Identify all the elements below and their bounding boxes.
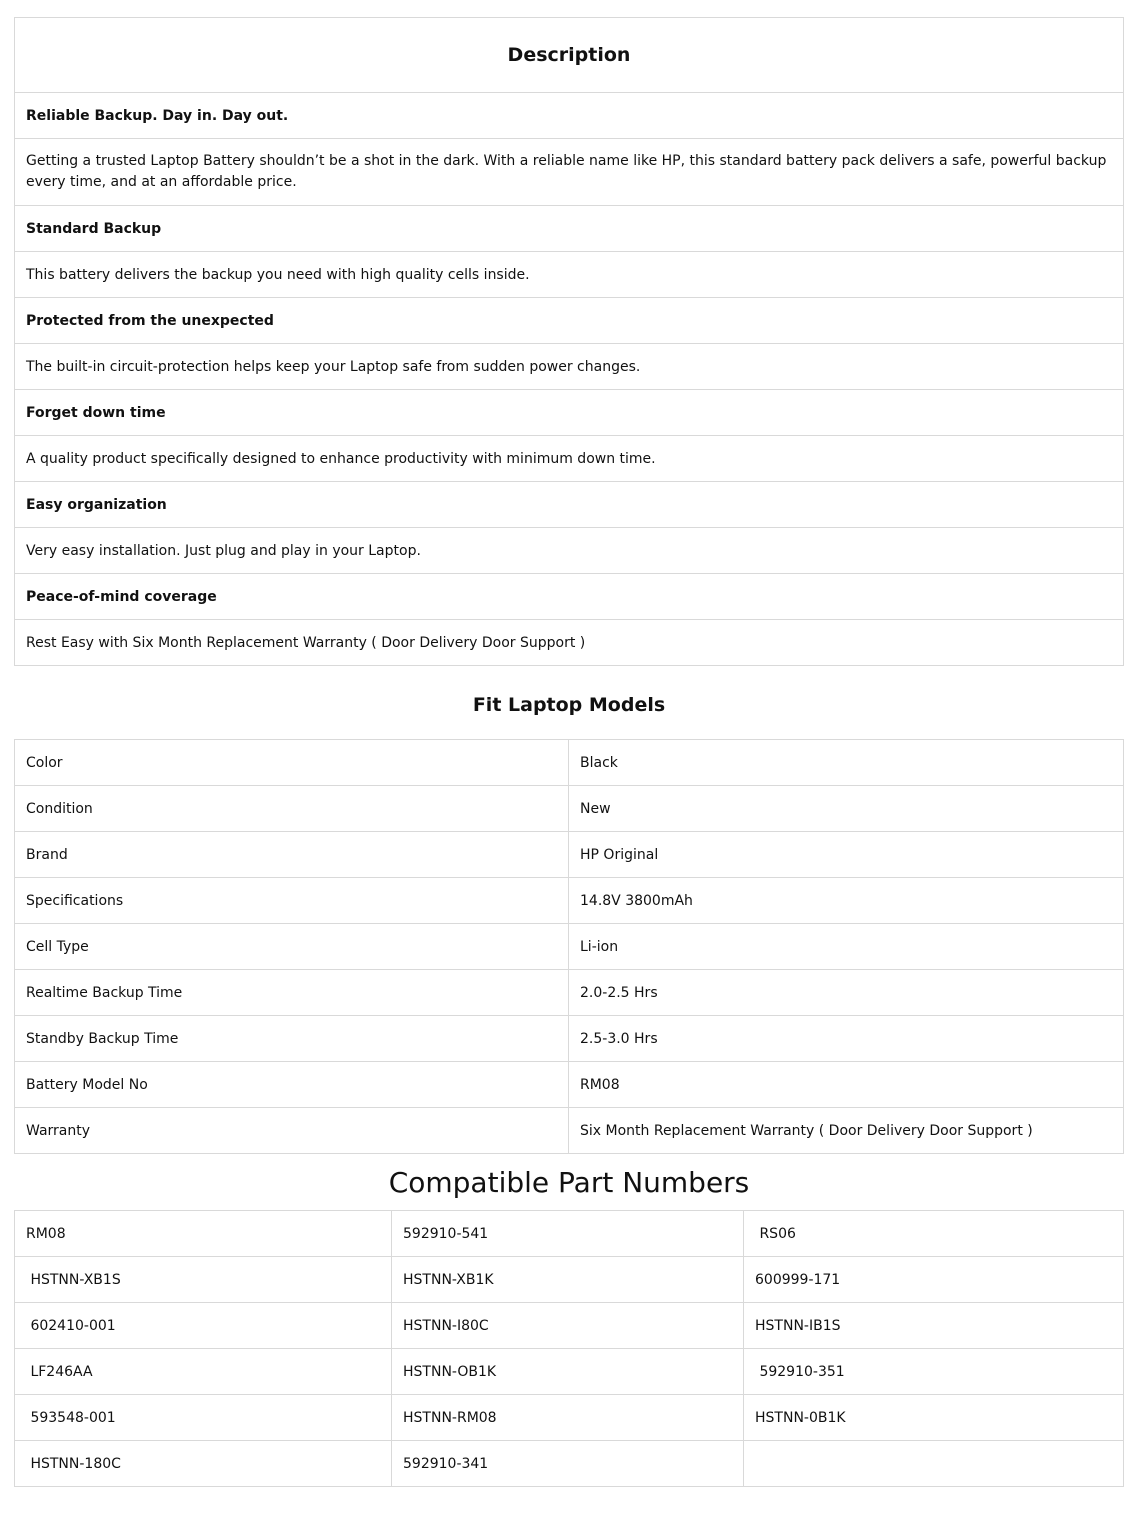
part-numbers-row	[15, 1303, 1124, 1349]
description-heading: Standard Backup	[15, 206, 1124, 252]
spec-value: RM08	[569, 1062, 1124, 1108]
part-number-cell: HSTNN-0B1K	[744, 1395, 1124, 1441]
part-number-cell: 592910-351	[744, 1349, 1124, 1395]
part-number-cell: HSTNN-IB1S	[744, 1303, 1124, 1349]
spec-row	[15, 924, 1124, 970]
part-numbers-row	[15, 1349, 1124, 1395]
spec-row	[15, 832, 1124, 878]
description-title-row	[15, 18, 1124, 93]
description-text: Rest Easy with Six Month Replacement Warranty ( Door Delivery Door Support )	[15, 620, 1124, 666]
part-numbers-row	[15, 1395, 1124, 1441]
description-heading-row	[15, 93, 1124, 139]
description-text-row	[15, 620, 1124, 666]
spec-value: 2.5-3.0 Hrs	[569, 1016, 1124, 1062]
description-heading-row	[15, 390, 1124, 436]
part-number-cell: 602410-001	[15, 1303, 392, 1349]
description-heading-row	[15, 482, 1124, 528]
part-numbers-title: Compatible Part Numbers	[388, 1166, 750, 1199]
spec-label: Cell Type	[15, 924, 569, 970]
spec-value: New	[569, 786, 1124, 832]
spec-label: Standby Backup Time	[15, 1016, 569, 1062]
description-heading: Forget down time	[15, 390, 1124, 436]
spec-row	[15, 1016, 1124, 1062]
spec-label: Battery Model No	[15, 1062, 569, 1108]
spec-value: 2.0-2.5 Hrs	[569, 970, 1124, 1016]
spec-row	[15, 878, 1124, 924]
description-heading: Easy organization	[15, 482, 1124, 528]
description-heading: Protected from the unexpected	[15, 298, 1124, 344]
part-number-cell	[744, 1441, 1124, 1487]
product-details	[14, 0, 1124, 1487]
part-number-cell: HSTNN-I80C	[392, 1303, 744, 1349]
spec-row	[15, 1062, 1124, 1108]
spec-value: 14.8V 3800mAh	[569, 878, 1124, 924]
part-numbers-row	[15, 1441, 1124, 1487]
description-heading: Reliable Backup. Day in. Day out.	[15, 93, 1124, 139]
spec-label: Realtime Backup Time	[15, 970, 569, 1016]
description-table	[14, 17, 1124, 666]
description-text: Very easy installation. Just plug and play in your Laptop.	[15, 528, 1124, 574]
part-numbers-table	[14, 1210, 1124, 1487]
description-text-row	[15, 436, 1124, 482]
description-text: The built-in circuit-protection helps keep your Laptop safe from sudden power changes.	[15, 344, 1124, 390]
description-text: This battery delivers the backup you need with high quality cells inside.	[15, 252, 1124, 298]
description-text: Getting a trusted Laptop Battery shouldn’t be a shot in the dark. With a reliable name like HP, this standard battery pack delivers a safe, powerful backup every time, and at an affordable price.	[15, 139, 1124, 206]
spec-value: Six Month Replacement Warranty ( Door Delivery Door Support )	[569, 1108, 1124, 1154]
part-number-cell: RM08	[15, 1211, 392, 1257]
part-number-cell: HSTNN-RM08	[392, 1395, 744, 1441]
spec-label: Condition	[15, 786, 569, 832]
description-text-row	[15, 252, 1124, 298]
part-number-cell: RS06	[744, 1211, 1124, 1257]
part-number-cell: 592910-341	[392, 1441, 744, 1487]
part-number-cell: HSTNN-OB1K	[392, 1349, 744, 1395]
description-title: Description	[15, 18, 1124, 93]
description-heading: Peace-of-mind coverage	[15, 574, 1124, 620]
spec-label: Color	[15, 740, 569, 786]
fit-models-table	[14, 739, 1124, 1154]
part-number-cell: LF246AA	[15, 1349, 392, 1395]
spec-row	[15, 970, 1124, 1016]
spec-value: Black	[569, 740, 1124, 786]
spec-value: HP Original	[569, 832, 1124, 878]
part-number-cell: HSTNN-180C	[15, 1441, 392, 1487]
spec-row	[15, 740, 1124, 786]
description-heading-row	[15, 574, 1124, 620]
part-number-cell: 593548-001	[15, 1395, 392, 1441]
spec-label: Brand	[15, 832, 569, 878]
description-text-row	[15, 528, 1124, 574]
part-number-cell: 592910-541	[392, 1211, 744, 1257]
spec-label: Specifications	[15, 878, 569, 924]
fit-models-title: Fit Laptop Models	[472, 694, 666, 716]
part-numbers-row	[15, 1211, 1124, 1257]
spec-row	[15, 786, 1124, 832]
spec-label: Warranty	[15, 1108, 569, 1154]
spec-value: Li-ion	[569, 924, 1124, 970]
part-number-cell: HSTNN-XB1S	[15, 1257, 392, 1303]
part-number-cell: HSTNN-XB1K	[392, 1257, 744, 1303]
spec-row	[15, 1108, 1124, 1154]
part-numbers-row	[15, 1257, 1124, 1303]
description-text-row	[15, 139, 1124, 206]
description-text-row	[15, 344, 1124, 390]
description-text: A quality product specifically designed to enhance productivity with minimum down time.	[15, 436, 1124, 482]
description-heading-row	[15, 206, 1124, 252]
part-number-cell: 600999-171	[744, 1257, 1124, 1303]
description-heading-row	[15, 298, 1124, 344]
